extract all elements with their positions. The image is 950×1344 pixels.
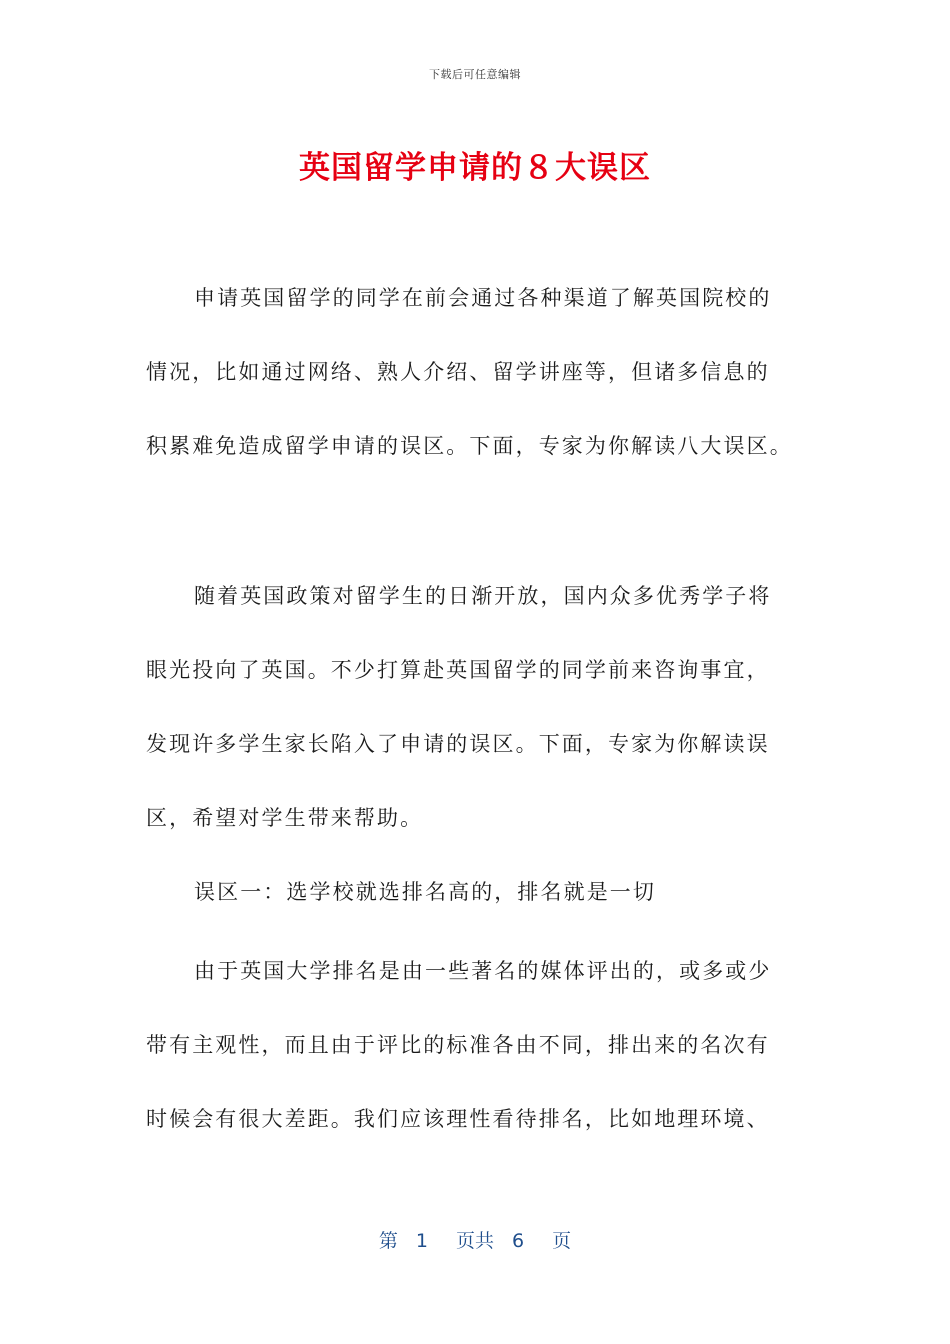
paragraph-line: 由于英国大学排名是由一些著名的媒体评出的，或多或少 [194, 959, 772, 983]
paragraph-line: 时候会有很大差距。我们应该理性看待排名，比如地理环境、 [146, 1107, 770, 1131]
paragraph-line: 带有主观性，而且由于评比的标准各由不同，排出来的名次有 [146, 1033, 770, 1057]
paragraph-line: 情况，比如通过网络、熟人介绍、留学讲座等，但诸多信息的 [146, 360, 770, 384]
page-number: 1 [415, 1230, 428, 1252]
paragraph-line: 误区一：选学校就选排名高的，排名就是一切 [194, 880, 656, 904]
page-indicator [0, 1226, 950, 1253]
paragraph-line: 发现许多学生家长陷入了申请的误区。下面，专家为你解读误 [146, 732, 770, 756]
header-note: 下载后可任意编辑 [429, 68, 521, 81]
paragraph-line: 眼光投向了英国。不少打算赴英国留学的同学前来咨询事宜， [146, 658, 770, 682]
page-mid: 页共 [455, 1230, 494, 1252]
paragraph-line: 申请英国留学的同学在前会通过各种渠道了解英国院校的 [194, 286, 772, 310]
document-title: 英国留学申请的８大误区 [299, 150, 651, 186]
paragraph-line: 随着英国政策对留学生的日渐开放，国内众多优秀学子将 [194, 584, 772, 608]
page-suffix: 页 [552, 1230, 572, 1252]
page-prefix: 第 [378, 1230, 398, 1252]
page-total: 6 [512, 1230, 525, 1252]
paragraph-line: 区，希望对学生带来帮助。 [146, 806, 424, 830]
paragraph-line: 积累难免造成留学申请的误区。下面，专家为你解读八大误区。 [146, 434, 793, 458]
